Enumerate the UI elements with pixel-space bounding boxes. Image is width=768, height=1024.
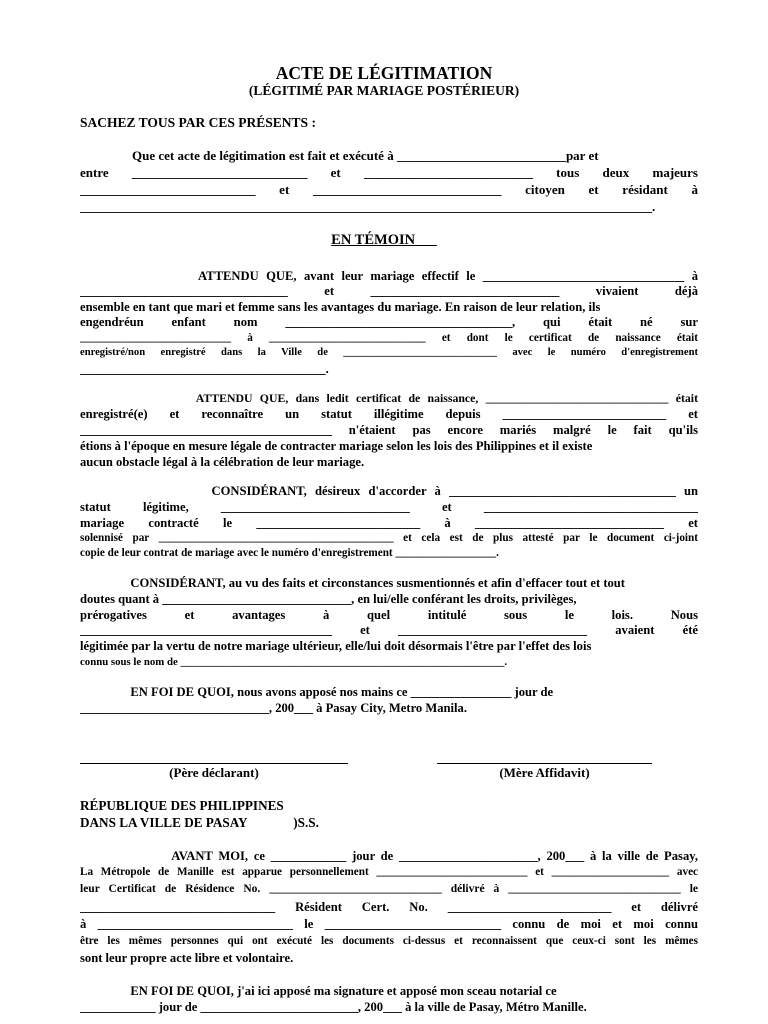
document-line: copie de leur contrat de mariage avec le numéro d'enregistrement __________________. — [80, 547, 499, 559]
document-line: prérogatives et avantages à quel intitulé sous le lois. Nous — [80, 608, 698, 622]
document-line: ________________________________________________________________________________________. — [80, 199, 656, 214]
document-line: ________________________________________ et ______________________________ avaient été — [80, 623, 698, 637]
father-signature-line — [80, 763, 348, 764]
document-line: solennisé par __________________________________________ et cela est de plus attesté par le document ci-joint — [80, 532, 698, 544]
document-line: _________________________________ et ______________________________ vivaient déjà — [80, 284, 698, 298]
section-heading-text: EN TÉMOIN — [331, 232, 416, 248]
document-line: statut légitime, ______________________________ et __________________________________ — [80, 500, 698, 514]
mother-signature-line — [437, 763, 652, 764]
document-line: mariage contracté le __________________________ à ______________________________ et — [80, 516, 698, 530]
document-title: ACTE DE LÉGITIMATION — [275, 63, 493, 83]
document-line: être les mêmes personnes qui ont exécuté les documents ci-dessus et reconnaissent que ceux-ci sont les mêmes — [80, 935, 698, 947]
document-line: CONSIDÉRANT, au vu des faits et circonstances susmentionnés et afin d'effacer tout et tout — [80, 576, 626, 590]
document-line: SACHEZ TOUS PAR CES PRÉSENTS : — [80, 115, 316, 130]
document-line: ____________ jour de _________________________, 200___ à la ville de Pasay, Métro Manille. — [80, 1000, 587, 1014]
document-line: doutes quant à ______________________________, en lui/elle conférant les droits, privilèges, — [80, 592, 577, 606]
document-line: ________________________________________ n'étaient pas encore mariés malgré le fait qu'ils — [80, 423, 698, 437]
document-line: enregistré(e) et reconnaître un statut illégitime depuis __________________________ et — [80, 407, 698, 421]
document-line: RÉPUBLIQUE DES PHILIPPINES — [80, 798, 284, 813]
document-line: engendréun enfant nom ____________________________________, qui était né sur — [80, 315, 698, 329]
father-signature-label: (Père déclarant) — [169, 765, 259, 780]
document-subtitle: (LÉGITIMÉ PAR MARIAGE POSTÉRIEUR) — [248, 83, 520, 98]
document-line: connu sous le nom de ____________________________________________________________. — [80, 656, 508, 668]
document-line: à _______________________________ le ____________________________ connu de moi et moi connu — [80, 917, 698, 931]
document-line: EN FOI DE QUOI, j'ai ici apposé ma signature et apposé mon sceau notarial ce — [80, 984, 557, 998]
document-line: ATTENDU QUE, avant leur mariage effectif le ________________________________ à — [80, 269, 698, 283]
document-line: leur Certificat de Résidence No. ______________________________ délivré à ______________________________ le — [80, 883, 698, 895]
document-line: DANS LA VILLE DE PASAY )S.S. — [80, 815, 319, 830]
document-line: ATTENDU QUE, dans ledit certificat de naissance, _______________________________ était — [80, 391, 698, 405]
document-line: CONSIDÉRANT, désireux d'accorder à ____________________________________ un — [80, 484, 698, 498]
document-line: enregistré/non enregistré dans la Ville de _____________________________ avec le numéro d'enregistrement — [80, 347, 698, 358]
document-line: ___________________________ et _____________________________ citoyen et résidant à — [80, 182, 698, 197]
document-line: ___________________________ à ____________________________ et dont le certificat de naissance était — [80, 332, 698, 344]
document-line: sont leur propre acte libre et volontaire. — [80, 951, 294, 965]
mother-signature-label: (Mère Affidavit) — [499, 765, 590, 780]
document-line: La Métropole de Manille est apparue personnellement ___________________________ et _____________________ avec — [80, 866, 698, 878]
section-heading-en-temoin — [0, 231, 768, 249]
document-line: entre ___________________________ et __________________________ tous deux majeurs — [80, 165, 698, 180]
document-line: _______________________________________. — [80, 362, 329, 376]
document-line: _______________________________ Résident Cert. No. __________________________ et délivré — [80, 900, 698, 914]
document-line: EN FOI DE QUOI, nous avons apposé nos mains ce ________________ jour de — [80, 685, 554, 699]
document-line: ensemble en tant que mari et femme sans les avantages du mariage. En raison de leur relation, ils — [80, 300, 601, 314]
document-line: AVANT MOI, ce ____________ jour de ______________________, 200___ à la ville de Pasay, — [80, 849, 698, 863]
document-line: légitimée par la vertu de notre mariage ultérieur, elle/lui doit désormais l'être par l'effet des lois — [80, 639, 592, 653]
document-line: aucun obstacle légal à la célébration de leur mariage. — [80, 455, 365, 469]
document-line: étions à l'époque en mesure légale de contracter mariage selon les lois des Philippines et il existe — [80, 439, 593, 453]
document-line: ______________________________, 200___ à Pasay City, Metro Manila. — [80, 701, 468, 715]
document-line: Que cet acte de légitimation est fait et exécuté à __________________________par et — [80, 148, 599, 163]
